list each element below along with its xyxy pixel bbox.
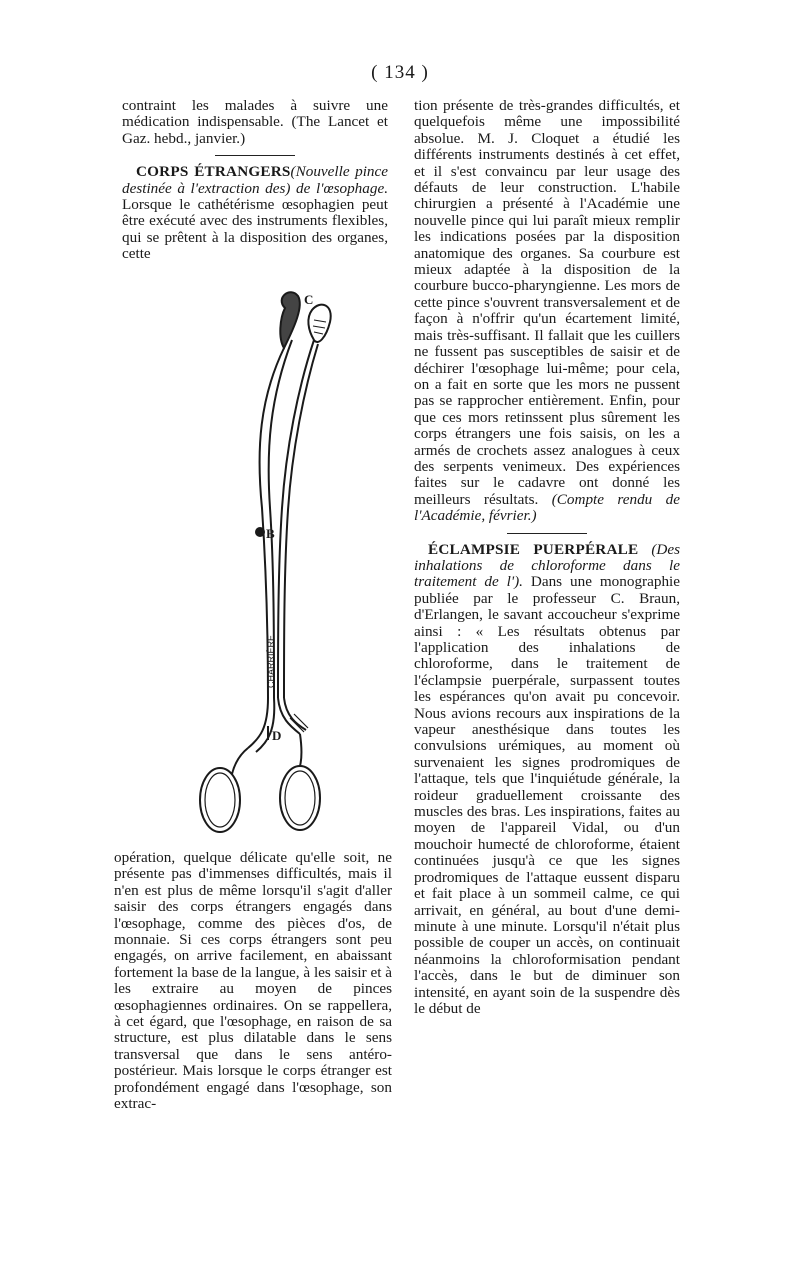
article-continued-text-right bbox=[414, 98, 680, 525]
article-corps-etrangers bbox=[122, 164, 388, 262]
article-continued-text: opération, quelque délicate qu'elle soit, ne présente pas d'immenses difficultés, mais il n'en est plus de même lorsqu'il s'agit d'aller saisir des corps étrangers engagés dans l'œsophage, comme des pièces d'os, de monnaie. Si ces corps étrangers sont peu engagés, on arrive facilement, en abaissant fortement la base de la langue, à les saisir et à les extraire au moyen de pinces œsophagiennes ordinaires. On se rappellera, à cet égard, que l'œsophage, en raison de sa structure, est plus dilatable dans le sens transversal que dans le sens antéro-postérieur. Mais lorsque le corps étranger est profondément engagé dans l'œsophage, son extrac- bbox=[114, 849, 392, 1113]
section-divider bbox=[507, 533, 587, 534]
continuation-text: contraint les malades à suivre une médication indispensable. (The Lancet et Gaz. hebd., janvier.) bbox=[122, 97, 388, 147]
right-column bbox=[414, 98, 680, 1017]
article-heading: CORPS ÉTRANGERS bbox=[136, 163, 291, 181]
article-text-right: tion présente de très-grandes difficultés, et quelquefois même une impossibilité absolue. M. J. Cloquet a étudié les différents instruments destinés à cet effet, et il s'est convaincu par leur usage des défauts de leur construction. L'habile chirurgien a présenté à l'Académie une nouvelle pince qui lui paraît mieux remplir les indications posées par la disposition anatomique des organes. Sa courbure est mieux adaptée à la disposition de la courbure bucco-pharyngienne. Les mors de cette pince s'ouvrent transversalement et de façon à n'offrir qu'un écartement limité, mais très-suffisant. Il fallait que les cuillers ne fussent pas susceptibles de saisir et de déchirer l'œsophage lui-même; pour cela, on a fait en sorte que les mors ne pussent pas se rapprocher entièrement. Enfin, pour que ces mors retinssent plus sûrement les corps étrangers une fois saisis, on les a armés de crochets assez analogues à ceux des serpents venimeux. Des expériences faites sur le cadavre ont donné les meilleurs résultats. bbox=[414, 97, 680, 508]
article2-text: Dans une monographie publiée par le professeur C. Braun, d'Erlangen, le savant accoucheur s'exprime ainsi : « Les résultats obtenus par l'application des inhalations de chloroforme, dans le traitement de l'éclampsie puerpérale, surpassent toutes les espérances qu'on avait pu concevoir. Nous avions recours aux inspirations de la vapeur anesthésique dans toutes les convulsions urémiques, au moment où survenaient les signes prodromiques de l'attaque, tels que l'inquiétude générale, la roideur graduellement croissante des muscles des bras. Les inspirations, faites au moyen de l'appareil Vidal, ou d'un mouchoir humecté de chloroforme, étaient continuées jusqu'à ce que les signes prodromiques de l'attaque eussent disparu et fait place à un sommeil calme, ce qui arrivait, en général, au bout d'une demi-minute à une minute. Lorsqu'il n'était plus possible de couper un accès, on continuait néanmoins la chloroformisation pendant l'accès, dans le but de diminuer son intensité, en ayant soin de la suspendre dès le début de bbox=[414, 573, 681, 1017]
forceps-illustration bbox=[190, 278, 340, 840]
left-column-bottom bbox=[114, 850, 392, 1113]
maker-mark: CHARRIÈRE bbox=[266, 634, 276, 688]
article-text: Lorsque le cathétérisme œsophagien peut être exécuté avec des instruments flexibles, qui se prêtent à la disposition des organes, cette bbox=[122, 196, 388, 263]
left-column-top bbox=[122, 98, 388, 263]
page-number: ( 134 ) bbox=[371, 62, 429, 83]
figure-label-c: C bbox=[304, 292, 314, 307]
figure-label-d: D bbox=[272, 728, 282, 743]
section-divider bbox=[215, 155, 295, 156]
figure-label-b: B bbox=[266, 526, 275, 541]
citation: (Compte rendu de l'Académie, février.) bbox=[414, 490, 680, 525]
article-subtitle: (Nouvelle pince destinée à l'extraction des) de l'œsophage. bbox=[122, 163, 388, 197]
article2-subtitle: (Des inhalations de chloroforme dans le traitement de l'). bbox=[414, 540, 680, 591]
article2-heading: ÉCLAMPSIE PUERPÉRALE bbox=[428, 540, 639, 558]
article-eclampsie bbox=[414, 542, 680, 1018]
